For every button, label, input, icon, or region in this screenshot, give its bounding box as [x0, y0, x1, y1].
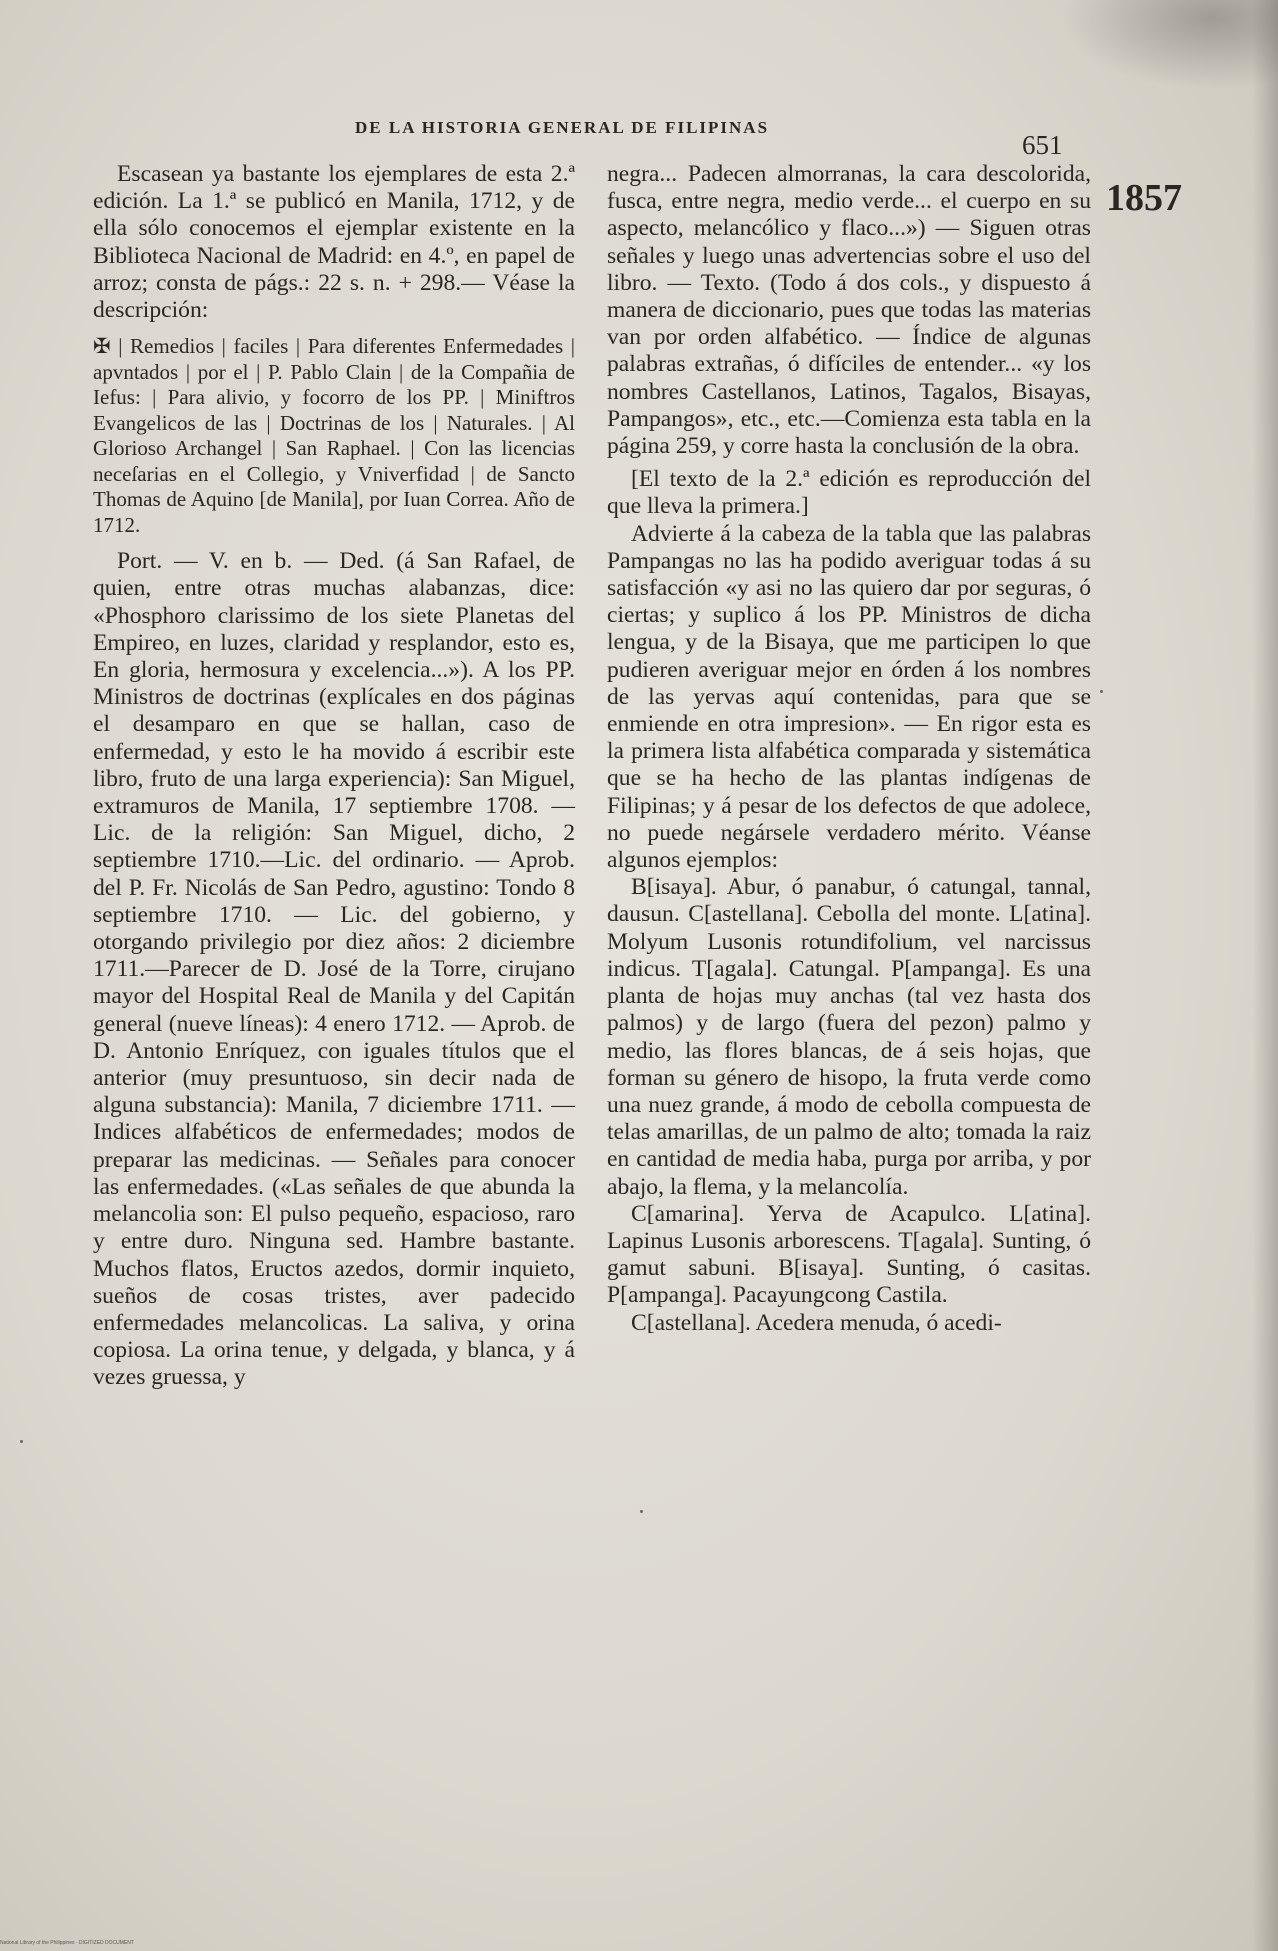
paragraph: Escasean ya bastante los ejemplares de esta 2.ª edición. La 1.ª se publicó en Manila, 1712, y de ella sólo conocemos el ejemplar existente en la Biblioteca Nacional de Madrid: en 4.º, en papel de arroz; consta de págs.: 22 s. n. + 298.— Véase la descripción:: [93, 161, 575, 324]
page-edge-shadow: [1252, 0, 1278, 1951]
paragraph: Port. — V. en b. — Ded. (á San Rafael, de quien, entre otras muchas alabanzas, dice: «Phosphoro clarissimo de los siete Planetas del Empireo, en luzes, claridad y resplandor, esto es, En gloria, hermosura y excelencia...»). A los PP. Ministros de doctrinas (explícales en dos páginas el desamparo en que se hallan, caso de enfermedad, y esto le ha movido á escribir este libro, fruto de una larga experiencia): San Miguel, extramuros de Manila, 17 septiembre 1708. — Lic. de la religión: San Miguel, dicho, 2 septiembre 1710.—Lic. del ordinario. — Aprob. del P. Fr. Nicolás de San Pedro, agustino: Tondo 8 septiembre 1710. — Lic. del gobierno, y otorgando privilegio por diez años: 2 diciembre 1711.—Parecer de D. José de la Torre, cirujano mayor del Hospital Real de Manila y del Capitán general (nueve líneas): 4 enero 1712. — Aprob. de D. Antonio Enríquez, con iguales títulos que el anterior (muy presuntuoso, sin decir nada de alguna substancia): Manila, 7 diciembre 1711. — Indices alfabéticos de enfermedades; modos de preparar las medicinas. — Señales para conocer las enfermedades. («Las señales de que abunda la melancolia son: El pulso pequeño, espacioso, raro y entre duro. Ninguna sed. Hambre bastante. Muchos flatos, Eructos azedos, dormir inquieto, sueños de cosas tristes, aver padecido enfermedades melancolicas. La saliva, y orina copiosa. La orina tenue, y delgada, y blanca, y á vezes gruessa, y: [93, 548, 575, 1391]
page-number: 651: [1022, 130, 1063, 160]
left-column: [93, 161, 575, 1392]
speck: [1100, 690, 1103, 693]
running-head: DE LA HISTORIA GENERAL DE FILIPINAS: [355, 118, 770, 137]
speck: [20, 1440, 23, 1443]
paragraph: C[astellana]. Acedera menuda, ó acedi-: [631, 1309, 1002, 1336]
title-transcription: ✠ | Remedios | faciles | Para diferentes Enfermedades | apvntados | por el | P. Pablo Clain | de la Compañia de Iefus: | Para alivio, y focorro de los PP. | Miniftros Evangelicos de las | Doctrinas de los | Naturales. | Al Glorioso Archangel | San Raphael. | Con las licencias neceſarias en el Collegio, y Vniverfidad | de Sancto Thomas de Aquino [de Manila], por Iuan Correa. Año de 1712.: [93, 334, 575, 537]
speck: [640, 1510, 643, 1513]
paragraph: negra... Padecen almorranas, la cara descolorida, fusca, entre negra, medio verde... el cuerpo en su aspecto, melancólico y flaco...») — Siguen otras señales y luego unas advertencias sobre el uso del libro. — Texto. (Todo á dos cols., y dispuesto á manera de diccionario, pues que todas las materias van por orden alfabético. — Índice de algunas palabras extrañas, ó difíciles de entender... «y los nombres Castellanos, Latinos, Tagalos, Bisayas, Pampangos», etc., etc.—Comienza esta tabla en la página 259, y corre hasta la conclusión de la obra.: [607, 161, 1091, 460]
right-column: [607, 161, 1091, 1337]
ink-smudge: [1060, 0, 1278, 90]
margin-year: 1857: [1106, 177, 1182, 219]
paragraph: B[isaya]. Abur, ó panabur, ó catungal, tannal, dausun. C[astellana]. Cebolla del monte. L[atina]. Molyum Lusonis rotundifolium, vel narcissus indicus. T[agala]. Catungal. P[ampanga]. Es una planta de hojas muy anchas (tal vez hasta dos palmos) y de largo (fuera del pezon) palmo y medio, las flores blancas, de á seis hojas, que forman su género de hisopo, la fruta verde como una nuez grande, á modo de cebolla compuesta de telas amarillas, de un palmo de alto; tomada la raiz en cantidad de media haba, purga por arriba, y por abajo, la flema, y la melancolía.: [607, 874, 1091, 1200]
paragraph: [El texto de la 2.ª edición es reproducción del que lleva la primera.]: [607, 466, 1091, 520]
paragraph: Advierte á la cabeza de la tabla que las palabras Pampangas no las ha podido averiguar todas á su satisfacción «y asi no las quiero dar por seguras, ó ciertas; y suplico á los PP. Ministros de dicha lengua, y de la Bisaya, que me participen lo que pudieren averiguar mejor en órden á los nombres de las yervas aquí contenidas, para que se enmiende en otra impresion». — En rigor esta es la primera lista alfabética comparada y sistemática que se ha hecho de las plantas indígenas de Filipinas; y á pesar de los defectos de que adolece, no puede negársele verdadero mérito. Véanse algunos ejemplos:: [607, 520, 1091, 874]
scan-credit: National Library of the Philippines · DIGITIZED DOCUMENT: [0, 1940, 134, 1946]
paragraph: C[amarina]. Yerva de Acapulco. L[atina]. Lapinus Lusonis arborescens. T[agala]. Sunting, ó gamut sabuni. B[isaya]. Sunting, ó casitas. P[ampanga]. Pacayungcong Castila.: [607, 1200, 1091, 1309]
